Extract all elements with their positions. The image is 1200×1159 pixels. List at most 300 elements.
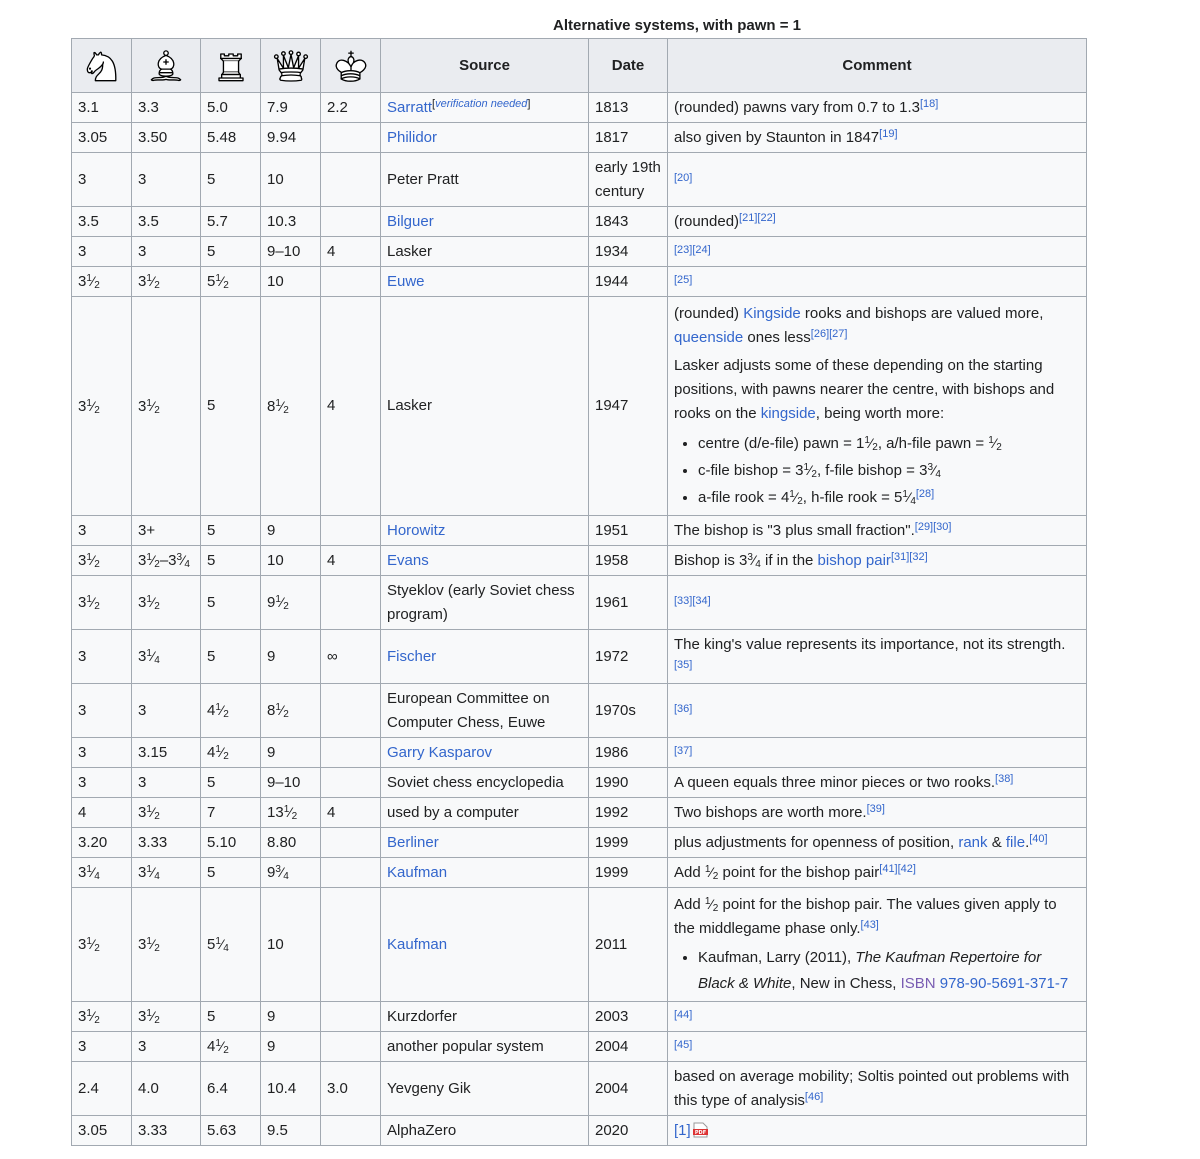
queen-value: 10.4 [267, 1079, 297, 1097]
table-row [72, 684, 1087, 738]
rook-value: 6.4 [207, 1079, 228, 1097]
fraction: $^1$⁄2 [86, 594, 100, 612]
cell-source [381, 267, 589, 297]
fraction: $^1$⁄2 [146, 804, 160, 822]
rook-value: 5 [207, 521, 216, 539]
fraction: $^1$⁄2 [704, 864, 719, 882]
bullet-text: centre (d/e-file) pawn = $1^1⁄2$, a/h-file pawn = $^1$⁄2 [698, 434, 1002, 453]
cell-source [381, 1002, 589, 1032]
citation-ref[interactable]: [33][34] [674, 594, 711, 607]
rook-value: 5 [207, 170, 216, 188]
cell-queen [261, 576, 321, 630]
bishop-value: $3^1⁄2$ [138, 397, 160, 416]
comment-paragraph [674, 892, 1080, 941]
cell-source [381, 1062, 589, 1116]
fraction: $^1$⁄2 [275, 397, 289, 416]
table-row [72, 1116, 1087, 1146]
rook-value: $5^1⁄4$ [207, 936, 229, 954]
cell-rook [201, 1116, 261, 1146]
queen-value: 9 [267, 1007, 276, 1025]
verification-note[interactable]: [verification needed] [432, 97, 531, 110]
source-link[interactable]: Fischer [387, 647, 437, 665]
cell-knight [72, 828, 132, 858]
cell-comment [668, 576, 1087, 630]
cell-source [381, 237, 589, 267]
cell-king [321, 1116, 381, 1146]
cell-knight [72, 888, 132, 1002]
cell-source [381, 1116, 589, 1146]
cell-king [321, 153, 381, 207]
queen-value: 10 [267, 170, 284, 188]
knight-value: $3^1⁄2$ [78, 552, 100, 570]
rook-value: 5 [207, 551, 216, 569]
source-text: Styeklov (early Soviet chess program) [387, 581, 575, 623]
cell-bishop [132, 267, 201, 297]
cell-date: 1944 [589, 267, 668, 297]
citation-ref[interactable]: [21][22] [739, 211, 776, 224]
fraction: $^1$⁄2 [146, 273, 160, 291]
fraction: $^1$⁄2 [146, 552, 160, 570]
table-row [72, 828, 1087, 858]
queen-value: 9.94 [267, 128, 297, 146]
header-date[interactable]: Date [589, 39, 668, 93]
reference-link[interactable]: [1] [674, 1121, 691, 1139]
rook-value: $4^1⁄2$ [207, 702, 229, 720]
cell-date: 2020 [589, 1116, 668, 1146]
cell-knight [72, 1116, 132, 1146]
cell-comment [668, 768, 1087, 798]
citation-ref[interactable]: [23][24] [674, 243, 711, 256]
citation-ref[interactable]: [35] [674, 658, 693, 671]
citation-ref[interactable]: [39] [866, 802, 885, 815]
citation-ref[interactable]: [20] [674, 171, 693, 184]
queen-value: 9–10 [267, 773, 301, 791]
queenside-link[interactable]: queenside [674, 328, 744, 346]
cell-bishop [132, 858, 201, 888]
bishop-value: $3^1⁄2-3^3⁄4$ [138, 552, 190, 570]
fraction: $^3$⁄4 [927, 461, 941, 480]
bishop-value: 3 [138, 170, 147, 188]
cell-bishop [132, 123, 201, 153]
bishop-value: $3^1⁄2$ [138, 1008, 160, 1026]
cell-knight [72, 237, 132, 267]
cell-date: 1999 [589, 858, 668, 888]
cell-king [321, 93, 381, 123]
cell-date: 1813 [589, 93, 668, 123]
source-link[interactable]: Philidor [387, 128, 438, 146]
bishop-value: $3^1⁄2$ [138, 594, 160, 612]
source-link[interactable]: Sarratt [387, 98, 433, 116]
king-value: 3.0 [327, 1079, 348, 1097]
queen-value: $9^1⁄2$ [267, 594, 289, 612]
queen-value: 9 [267, 521, 276, 539]
fraction: $^1$⁄2 [215, 702, 229, 720]
cell-bishop [132, 93, 201, 123]
king-icon [331, 46, 371, 86]
cell-bishop [132, 768, 201, 798]
fraction: $^1$⁄2 [275, 702, 289, 720]
rook-value: 5.7 [207, 212, 228, 230]
cell-date: 2004 [589, 1032, 668, 1062]
cell-bishop [132, 546, 201, 576]
cell-comment [668, 630, 1087, 684]
cell-comment [668, 858, 1087, 888]
adjustment-list [674, 430, 1080, 511]
source-link[interactable]: Horowitz [387, 521, 446, 539]
king-value: ∞ [327, 647, 338, 665]
rank-link[interactable]: rank [958, 833, 988, 851]
knight-value: 4 [78, 803, 87, 821]
cell-queen [261, 888, 321, 1002]
citation-ref[interactable]: [46] [804, 1090, 824, 1103]
cell-date: 2004 [589, 1062, 668, 1116]
cell-king [321, 828, 381, 858]
source-link[interactable]: Garry Kasparov [387, 743, 493, 761]
cell-queen [261, 1062, 321, 1116]
cell-bishop [132, 828, 201, 858]
source-link[interactable]: Bilguer [387, 212, 434, 230]
rook-value: 5 [207, 593, 216, 611]
cell-knight [72, 153, 132, 207]
bishop-value: 3 [138, 242, 147, 260]
list-item [698, 457, 1080, 484]
citation-ref[interactable]: [26][27] [810, 327, 848, 340]
cell-bishop [132, 684, 201, 738]
cell-date: early 19th century [589, 153, 668, 207]
cell-rook [201, 516, 261, 546]
cell-knight [72, 768, 132, 798]
cell-king [321, 237, 381, 267]
cell-bishop [132, 297, 201, 516]
table-row [72, 153, 1087, 207]
cell-bishop [132, 630, 201, 684]
table-row [72, 237, 1087, 267]
cell-bishop [132, 1002, 201, 1032]
bishop-pair-link[interactable]: bishop pair [817, 552, 891, 569]
cell-knight [72, 576, 132, 630]
cell-comment [668, 237, 1087, 267]
source-link[interactable]: Evans [387, 551, 429, 569]
knight-value: $3^1⁄2$ [78, 1008, 100, 1026]
header-queen[interactable] [261, 39, 321, 93]
cell-date: 1990 [589, 768, 668, 798]
cell-date: 1970s [589, 684, 668, 738]
cell-knight [72, 1062, 132, 1116]
cell-queen [261, 237, 321, 267]
cell-source [381, 888, 589, 1002]
bishop-value: $3^1⁄2$ [138, 273, 160, 291]
cell-comment [668, 93, 1087, 123]
table-row [72, 630, 1087, 684]
cell-comment [668, 546, 1087, 576]
cell-comment [668, 153, 1087, 207]
cell-queen [261, 768, 321, 798]
source-link[interactable]: Kaufman [387, 863, 448, 881]
comment-text: plus adjustments for openness of position, [674, 833, 959, 851]
bishop-value: 3.33 [138, 1121, 168, 1139]
cell-source [381, 123, 589, 153]
comment-text: (rounded) [674, 212, 740, 230]
cell-queen [261, 630, 321, 684]
rook-value: 5.48 [207, 128, 237, 146]
isbn-number-link[interactable]: 978-90-5691-371-7 [939, 975, 1069, 992]
cell-knight [72, 630, 132, 684]
knight-value: 3 [78, 1037, 87, 1055]
source-text: European Committee on Computer Chess, Euwe [387, 689, 550, 731]
table-caption: Alternative systems, with pawn = 1 [552, 17, 801, 34]
citation-ref[interactable]: [18] [919, 97, 939, 110]
cell-knight [72, 546, 132, 576]
cell-king [321, 297, 381, 516]
comment-text: The king's value represents its importance, not its strength. [674, 635, 1066, 653]
source-text: Yevgeny Gik [387, 1079, 471, 1097]
citation-ref[interactable]: [43] [860, 919, 879, 931]
cell-king [321, 738, 381, 768]
list-item: • Kaufman, Larry (2011), The Kaufman Repertoire for Black & White, New in Chess, ISBN 978-90-5691-371-7 [698, 945, 1080, 997]
cell-comment [668, 738, 1087, 768]
citation-ref[interactable]: [45] [674, 1038, 693, 1051]
king-value: 4 [327, 397, 336, 414]
bishop-value: $3^1⁄2$ [138, 804, 160, 822]
citation-ref[interactable]: [19] [879, 127, 898, 140]
bullet-text: c-file bishop = $3^1⁄2$, f-file bishop = $3^3⁄4$ [698, 461, 941, 480]
cell-date: 1947 [589, 297, 668, 516]
header-source[interactable]: Source [381, 39, 589, 93]
knight-value: 3 [78, 701, 87, 719]
citation-ref[interactable]: [44] [674, 1008, 693, 1021]
cell-source [381, 798, 589, 828]
fraction: $^3$⁄4 [176, 552, 190, 570]
king-value: 4 [327, 551, 336, 569]
citation-ref[interactable]: [36] [674, 702, 693, 715]
cell-bishop [132, 516, 201, 546]
cell-date: 1843 [589, 207, 668, 237]
rook-value: $5^1⁄2$ [207, 273, 229, 291]
bishop-value: $3^1⁄4$ [138, 864, 160, 882]
header-king[interactable] [321, 39, 381, 93]
rook-value: 5 [207, 1007, 216, 1025]
cell-knight [72, 798, 132, 828]
fraction: $^1$⁄2 [215, 1038, 229, 1056]
knight-value: 3 [78, 647, 87, 665]
queen-value: 10 [267, 551, 284, 569]
comment-paragraph: Lasker adjusts some of these depending on the starting positions, with pawns nearer the centre, with bishops and rooks on the kingside, being worth more: [674, 356, 1055, 422]
table-row [72, 297, 1087, 516]
source-link[interactable]: Euwe [387, 272, 425, 290]
list-item [698, 484, 1080, 511]
cell-queen [261, 207, 321, 237]
cell-date: 1972 [589, 630, 668, 684]
cell-source [381, 630, 589, 684]
fraction: $^1$⁄2 [864, 434, 878, 453]
cell-source [381, 576, 589, 630]
fraction: $^3$⁄4 [747, 552, 761, 570]
knight-value: 3 [78, 242, 87, 260]
citation-ref[interactable]: [28] [915, 487, 935, 500]
cell-bishop [132, 1032, 201, 1062]
cell-queen [261, 828, 321, 858]
source-link[interactable]: Kaufman [387, 935, 448, 953]
cell-bishop [132, 153, 201, 207]
knight-value: 3.05 [78, 128, 108, 146]
isbn-link[interactable]: ISBN [900, 975, 936, 992]
citation-ref[interactable]: [25] [674, 273, 693, 286]
citation-ref[interactable]: [40] [1029, 832, 1048, 845]
cell-rook [201, 888, 261, 1002]
source-link[interactable]: Berliner [387, 833, 439, 851]
cell-rook [201, 684, 261, 738]
knight-value: 2.4 [78, 1079, 99, 1097]
knight-value: $3^1⁄2$ [78, 273, 100, 291]
citation-ref[interactable]: [31][32] [890, 551, 928, 563]
knight-value: $3^1⁄2$ [78, 397, 100, 416]
rook-value: 5.10 [207, 833, 237, 851]
fraction: $^1$⁄2 [86, 397, 100, 416]
cell-comment [668, 516, 1087, 546]
fraction: $^3$⁄4 [275, 864, 289, 882]
cell-date: 1951 [589, 516, 668, 546]
knight-value: 3 [78, 743, 87, 761]
header-comment[interactable]: Comment [668, 39, 1087, 93]
cell-date: 1992 [589, 798, 668, 828]
cell-rook [201, 828, 261, 858]
cell-knight [72, 1032, 132, 1062]
queen-value: $13^1⁄2$ [267, 804, 298, 822]
cell-comment [668, 1032, 1087, 1062]
cell-source [381, 516, 589, 546]
bishop-value: 3.33 [138, 833, 168, 851]
king-value: 4 [327, 242, 336, 260]
source-text: Soviet chess encyclopedia [387, 773, 564, 791]
cell-date: 1986 [589, 738, 668, 768]
cell-source [381, 297, 589, 516]
bishop-value: 3 [138, 701, 147, 719]
cell-queen [261, 93, 321, 123]
citation-ref[interactable]: [37] [674, 744, 693, 757]
comment-text: based on average mobility; Soltis pointed out problems with this type of analysis [674, 1067, 1070, 1109]
comment-text: The bishop is "3 plus small fraction". [674, 521, 915, 539]
cell-king [321, 1032, 381, 1062]
cell-source [381, 738, 589, 768]
cell-comment [668, 1002, 1087, 1032]
knight-value: 3.20 [78, 833, 108, 851]
pdf-icon [693, 1122, 708, 1138]
source-text: another popular system [387, 1037, 544, 1055]
source-text: used by a computer [387, 803, 519, 821]
table-row [72, 858, 1087, 888]
cell-knight [72, 123, 132, 153]
cell-comment [668, 798, 1087, 828]
cell-source [381, 828, 589, 858]
table-row [72, 1032, 1087, 1062]
queen-value: $8^1⁄2$ [267, 397, 289, 416]
header-rook[interactable] [201, 39, 261, 93]
cell-rook [201, 546, 261, 576]
table-row [72, 798, 1087, 828]
fraction: $^1$⁄2 [86, 936, 100, 954]
cell-date: 1934 [589, 237, 668, 267]
cell-rook [201, 858, 261, 888]
rook-value: 5.63 [207, 1121, 237, 1139]
table-row [72, 267, 1087, 297]
fraction: $^1$⁄2 [146, 594, 160, 612]
cell-rook [201, 738, 261, 768]
bishop-value: 4.0 [138, 1079, 159, 1097]
knight-icon [82, 46, 122, 86]
kingside-link[interactable]: Kingside [743, 304, 801, 322]
rook-value: 5 [207, 773, 216, 791]
reference-list [674, 945, 1080, 997]
table-row [72, 207, 1087, 237]
cell-queen [261, 267, 321, 297]
cell-rook [201, 267, 261, 297]
cell-king [321, 207, 381, 237]
rook-icon [211, 46, 251, 86]
cell-rook [201, 576, 261, 630]
cell-king [321, 684, 381, 738]
fraction: $^1$⁄2 [283, 804, 298, 822]
cell-queen [261, 516, 321, 546]
kingside-link[interactable]: kingside [760, 404, 816, 422]
fraction: $^1$⁄2 [789, 488, 803, 507]
knight-value: 3 [78, 773, 87, 791]
cell-queen [261, 1116, 321, 1146]
header-row [72, 39, 1087, 93]
rook-value: 7 [207, 803, 216, 821]
cell-king [321, 630, 381, 684]
fraction: $^1$⁄2 [704, 896, 719, 914]
knight-value: 3 [78, 170, 87, 188]
cell-bishop [132, 1062, 201, 1116]
cell-queen [261, 153, 321, 207]
rook-value: 5 [207, 863, 216, 881]
cell-king [321, 516, 381, 546]
book-title: The Kaufman Repertoire for Black & White [698, 949, 1042, 992]
rook-value: 5 [207, 397, 216, 414]
cell-date: 1958 [589, 546, 668, 576]
cell-knight [72, 516, 132, 546]
cell-rook [201, 207, 261, 237]
queen-value: 10.3 [267, 212, 297, 230]
comment-text: Add $^1$⁄2 point for the bishop pair. The values given apply to the middlegame phase only. [674, 896, 1057, 937]
citation-ref[interactable]: [29][30] [914, 520, 952, 533]
cell-bishop [132, 738, 201, 768]
header-knight[interactable] [72, 39, 132, 93]
cell-comment [668, 297, 1087, 516]
comment-text: Add $^1$⁄2 point for the bishop pair [674, 864, 880, 882]
list-item [698, 430, 1080, 457]
cell-queen [261, 1032, 321, 1062]
cell-queen [261, 1002, 321, 1032]
cell-king [321, 576, 381, 630]
rook-value: $4^1⁄2$ [207, 744, 229, 762]
cell-bishop [132, 576, 201, 630]
cell-source [381, 153, 589, 207]
header-bishop[interactable] [132, 39, 201, 93]
bishop-value: 3 [138, 773, 147, 791]
cell-rook [201, 123, 261, 153]
citation-ref[interactable]: [41][42] [879, 863, 916, 875]
queen-value: $8^1⁄2$ [267, 702, 289, 720]
file-link[interactable]: file [1005, 833, 1026, 851]
cell-queen [261, 858, 321, 888]
cell-knight [72, 1002, 132, 1032]
cell-queen [261, 684, 321, 738]
cell-bishop [132, 1116, 201, 1146]
cell-comment [668, 888, 1087, 1002]
cell-date: 1817 [589, 123, 668, 153]
citation-ref[interactable]: [38] [995, 772, 1014, 785]
